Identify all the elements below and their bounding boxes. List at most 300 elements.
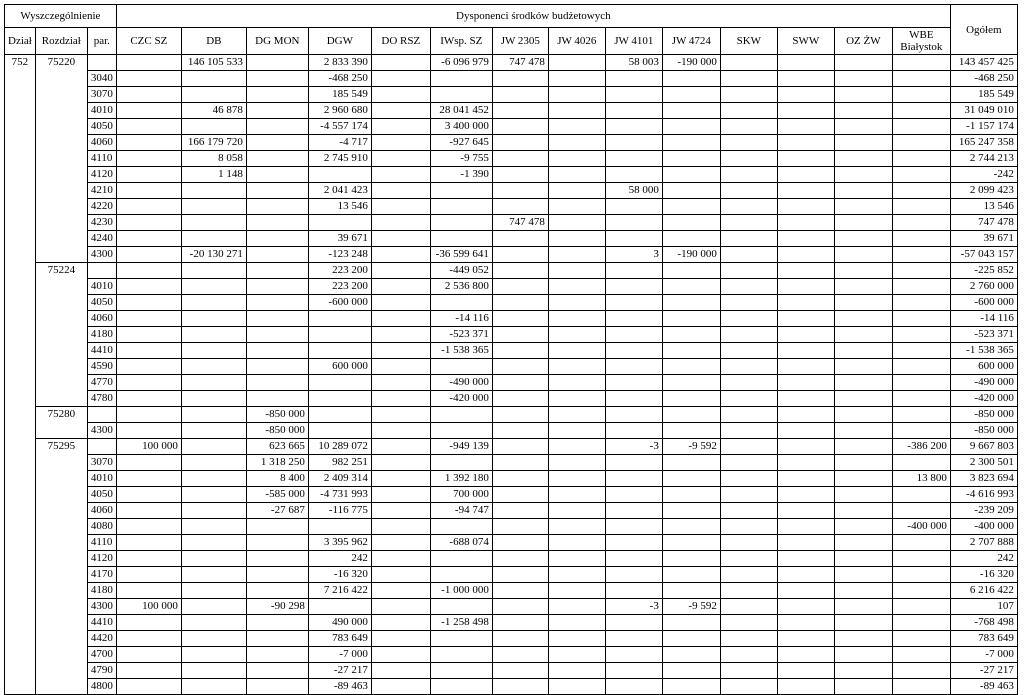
cell-amount [246,119,308,135]
cell-amount [492,199,548,215]
cell-amount [308,375,371,391]
cell-amount [720,359,777,375]
col-header-czc-sz: CZC SZ [116,28,181,55]
cell-amount [116,407,181,423]
col-header-wbe-bialystok: WBE Białystok [892,28,950,55]
cell-amount: 58 000 [605,183,662,199]
cell-amount [116,71,181,87]
table-row [5,183,1018,199]
cell-amount [720,183,777,199]
table-row [5,551,1018,567]
cell-amount [605,119,662,135]
cell-amount [492,407,548,423]
cell-amount [246,327,308,343]
cell-amount [246,199,308,215]
cell-amount [605,375,662,391]
cell-amount [777,391,834,407]
cell-amount [371,647,430,663]
cell-amount: -190 000 [662,55,720,71]
cell-amount [834,215,892,231]
cell-amount [605,359,662,375]
cell-amount [246,183,308,199]
cell-amount [116,423,181,439]
cell-amount [246,343,308,359]
cell-amount [308,599,371,615]
cell-amount [308,167,371,183]
table-row [5,279,1018,295]
cell-amount [492,583,548,599]
cell-amount [892,167,950,183]
cell-amount [548,311,605,327]
cell-amount [181,647,246,663]
cell-ogolem: 2 099 423 [950,183,1017,199]
cell-amount [662,151,720,167]
cell-amount [246,359,308,375]
cell-amount [181,631,246,647]
cell-amount [492,103,548,119]
cell-amount [777,455,834,471]
cell-ogolem: -1 538 365 [950,343,1017,359]
cell-amount [777,487,834,503]
cell-amount: -27 217 [308,663,371,679]
cell-amount [430,215,492,231]
cell-amount [116,135,181,151]
cell-amount: 490 000 [308,615,371,631]
cell-amount [116,647,181,663]
cell-amount [892,231,950,247]
cell-amount [892,119,950,135]
cell-amount: -27 687 [246,503,308,519]
cell-amount [834,391,892,407]
cell-amount [116,551,181,567]
col-header-rozdzial: Rozdział [35,28,87,55]
cell-amount [892,87,950,103]
cell-amount [492,71,548,87]
cell-amount [492,375,548,391]
cell-amount [662,615,720,631]
cell-amount [605,631,662,647]
cell-amount: 3 395 962 [308,535,371,551]
cell-amount [777,215,834,231]
cell-amount [605,503,662,519]
cell-amount [181,407,246,423]
cell-amount [720,327,777,343]
cell-amount [777,343,834,359]
cell-amount [548,599,605,615]
cell-paragraf: 3070 [87,87,116,103]
cell-amount [662,135,720,151]
cell-amount: 100 000 [116,439,181,455]
cell-amount [777,439,834,455]
cell-amount [371,343,430,359]
cell-amount: -14 116 [430,311,492,327]
table-row [5,167,1018,183]
cell-amount [116,567,181,583]
cell-amount [834,519,892,535]
cell-amount [720,55,777,71]
cell-amount [548,359,605,375]
cell-paragraf: 4010 [87,103,116,119]
cell-amount [834,679,892,695]
cell-amount [548,631,605,647]
cell-amount [246,375,308,391]
cell-amount [720,135,777,151]
cell-amount [662,423,720,439]
cell-amount [371,423,430,439]
cell-amount [371,279,430,295]
cell-amount [662,567,720,583]
cell-amount [181,455,246,471]
col-header-db: DB [181,28,246,55]
cell-amount [777,327,834,343]
cell-amount [116,503,181,519]
cell-amount [116,279,181,295]
cell-ogolem: 3 823 694 [950,471,1017,487]
cell-amount [548,87,605,103]
cell-amount [892,567,950,583]
cell-amount [892,295,950,311]
cell-amount [548,647,605,663]
cell-amount [492,151,548,167]
cell-amount [834,455,892,471]
col-header-jw-4101: JW 4101 [605,28,662,55]
cell-amount: 783 649 [308,631,371,647]
cell-ogolem: -400 000 [950,519,1017,535]
cell-amount [430,295,492,311]
header-wyszczegolnienie: Wyszczególnienie [5,5,117,28]
cell-amount: -20 130 271 [181,247,246,263]
cell-amount [116,183,181,199]
cell-amount [834,487,892,503]
cell-amount [834,375,892,391]
cell-paragraf: 4050 [87,119,116,135]
cell-amount [371,135,430,151]
table-row [5,647,1018,663]
cell-amount [371,103,430,119]
cell-amount [720,247,777,263]
cell-amount: 2 536 800 [430,279,492,295]
cell-amount [605,167,662,183]
cell-amount [116,631,181,647]
cell-paragraf: 4010 [87,279,116,295]
cell-amount [662,471,720,487]
cell-amount [116,295,181,311]
col-header-dgw: DGW [308,28,371,55]
col-header-skw: SKW [720,28,777,55]
cell-ogolem: -14 116 [950,311,1017,327]
table-row [5,71,1018,87]
cell-amount [892,359,950,375]
cell-amount [430,423,492,439]
cell-amount [492,519,548,535]
cell-amount [834,663,892,679]
cell-amount [548,391,605,407]
cell-amount [430,519,492,535]
cell-amount [308,423,371,439]
cell-amount [720,519,777,535]
cell-paragraf [87,263,116,279]
cell-amount [777,519,834,535]
cell-amount [371,71,430,87]
cell-amount [371,311,430,327]
cell-amount [181,519,246,535]
cell-dzial: 752 [5,55,36,695]
cell-amount [371,167,430,183]
cell-amount [777,231,834,247]
cell-amount: -1 390 [430,167,492,183]
cell-amount [662,327,720,343]
cell-amount [662,519,720,535]
cell-amount [308,311,371,327]
cell-amount [116,391,181,407]
cell-amount [834,343,892,359]
cell-ogolem: -89 463 [950,679,1017,695]
cell-amount [116,615,181,631]
table-row [5,423,1018,439]
cell-paragraf: 4700 [87,647,116,663]
table-row [5,455,1018,471]
cell-amount [492,551,548,567]
cell-amount [371,407,430,423]
cell-amount [181,215,246,231]
cell-ogolem: -16 320 [950,567,1017,583]
cell-ogolem: -4 616 993 [950,487,1017,503]
cell-amount [892,263,950,279]
table-row [5,119,1018,135]
cell-amount [116,119,181,135]
cell-ogolem: -850 000 [950,407,1017,423]
cell-amount [605,71,662,87]
cell-amount [834,103,892,119]
cell-paragraf: 4180 [87,327,116,343]
cell-amount [548,215,605,231]
cell-amount [308,215,371,231]
cell-amount: -927 645 [430,135,492,151]
cell-amount [834,327,892,343]
cell-amount: -36 599 641 [430,247,492,263]
cell-amount [662,183,720,199]
cell-amount [181,551,246,567]
cell-amount [116,679,181,695]
cell-amount [492,647,548,663]
cell-amount [371,87,430,103]
cell-amount: 2 960 680 [308,103,371,119]
cell-amount [246,535,308,551]
cell-amount [492,231,548,247]
cell-amount [662,391,720,407]
cell-amount [662,487,720,503]
cell-paragraf: 4410 [87,343,116,359]
cell-amount [492,311,548,327]
cell-amount [662,119,720,135]
table-row [5,599,1018,615]
table-row [5,535,1018,551]
table-row [5,471,1018,487]
cell-amount: -468 250 [308,71,371,87]
cell-ogolem: 107 [950,599,1017,615]
cell-amount [116,311,181,327]
cell-amount [548,279,605,295]
cell-amount [548,615,605,631]
cell-amount [371,583,430,599]
cell-amount [892,551,950,567]
cell-amount [892,487,950,503]
cell-amount [605,663,662,679]
cell-amount [371,455,430,471]
cell-amount: -850 000 [246,423,308,439]
col-header-dzial: Dział [5,28,36,55]
table-row [5,135,1018,151]
cell-amount [777,503,834,519]
cell-ogolem: 2 707 888 [950,535,1017,551]
cell-amount [116,375,181,391]
cell-amount [834,71,892,87]
cell-paragraf: 4120 [87,551,116,567]
cell-amount [492,455,548,471]
cell-paragraf: 4010 [87,471,116,487]
cell-amount [777,663,834,679]
cell-amount [662,71,720,87]
cell-amount: -1 258 498 [430,615,492,631]
cell-amount [548,327,605,343]
cell-amount [430,599,492,615]
cell-amount [371,151,430,167]
cell-amount [777,119,834,135]
table-row [5,487,1018,503]
cell-amount: 10 289 072 [308,439,371,455]
cell-amount [662,295,720,311]
cell-amount [834,359,892,375]
table-row [5,391,1018,407]
cell-amount [720,263,777,279]
cell-ogolem: -57 043 157 [950,247,1017,263]
cell-amount [605,583,662,599]
cell-amount: -386 200 [892,439,950,455]
cell-amount [834,295,892,311]
cell-amount [720,311,777,327]
cell-amount: 223 200 [308,263,371,279]
cell-paragraf: 4790 [87,663,116,679]
cell-amount [246,247,308,263]
cell-amount [834,599,892,615]
cell-amount [246,215,308,231]
cell-amount: 8 058 [181,151,246,167]
cell-ogolem: 600 000 [950,359,1017,375]
cell-amount [720,87,777,103]
cell-amount [605,327,662,343]
cell-paragraf [87,439,116,455]
cell-amount [777,71,834,87]
cell-amount [605,535,662,551]
cell-amount [430,663,492,679]
cell-amount [777,55,834,71]
cell-amount [371,631,430,647]
cell-amount: 46 878 [181,103,246,119]
cell-amount [492,599,548,615]
cell-amount [720,279,777,295]
cell-amount [430,359,492,375]
cell-amount: 623 665 [246,439,308,455]
cell-amount: -190 000 [662,247,720,263]
cell-amount [605,151,662,167]
cell-amount [605,407,662,423]
cell-amount [548,679,605,695]
cell-paragraf: 4420 [87,631,116,647]
cell-amount [371,535,430,551]
cell-amount [605,87,662,103]
cell-amount [308,407,371,423]
cell-amount [371,199,430,215]
cell-amount [892,247,950,263]
cell-amount [605,231,662,247]
cell-amount [430,567,492,583]
cell-amount [371,247,430,263]
cell-amount [720,455,777,471]
cell-amount: 28 041 452 [430,103,492,119]
table-row [5,679,1018,695]
cell-ogolem: 2 744 213 [950,151,1017,167]
cell-amount [605,615,662,631]
cell-amount [548,247,605,263]
cell-ogolem: -239 209 [950,503,1017,519]
cell-amount [492,87,548,103]
cell-amount [548,439,605,455]
cell-ogolem: 2 300 501 [950,455,1017,471]
cell-paragraf: 4060 [87,503,116,519]
cell-amount [371,119,430,135]
cell-amount [720,663,777,679]
cell-amount [430,551,492,567]
cell-amount [116,231,181,247]
cell-amount: -16 320 [308,567,371,583]
cell-amount: -6 096 979 [430,55,492,71]
col-header-oz-zw: OZ ŻW [834,28,892,55]
cell-ogolem: 13 546 [950,199,1017,215]
cell-amount: 3 [605,247,662,263]
cell-amount [246,311,308,327]
cell-paragraf: 4590 [87,359,116,375]
col-header-paragraf: par. [87,28,116,55]
cell-amount [548,343,605,359]
cell-amount [605,199,662,215]
cell-amount [430,231,492,247]
cell-rozdzial: 75295 [35,439,87,695]
cell-amount [181,199,246,215]
cell-amount [246,55,308,71]
cell-amount [892,135,950,151]
cell-amount [371,327,430,343]
cell-amount [548,263,605,279]
cell-amount [662,583,720,599]
cell-amount [548,135,605,151]
cell-amount [246,567,308,583]
cell-amount [777,471,834,487]
cell-amount [181,375,246,391]
cell-amount [834,535,892,551]
cell-amount [116,455,181,471]
cell-amount [181,679,246,695]
cell-amount [720,151,777,167]
cell-amount [548,231,605,247]
cell-paragraf [87,407,116,423]
table-row [5,55,1018,71]
cell-amount [181,311,246,327]
cell-amount [371,359,430,375]
cell-amount: -523 371 [430,327,492,343]
table-row [5,359,1018,375]
cell-amount [371,663,430,679]
cell-amount [116,327,181,343]
